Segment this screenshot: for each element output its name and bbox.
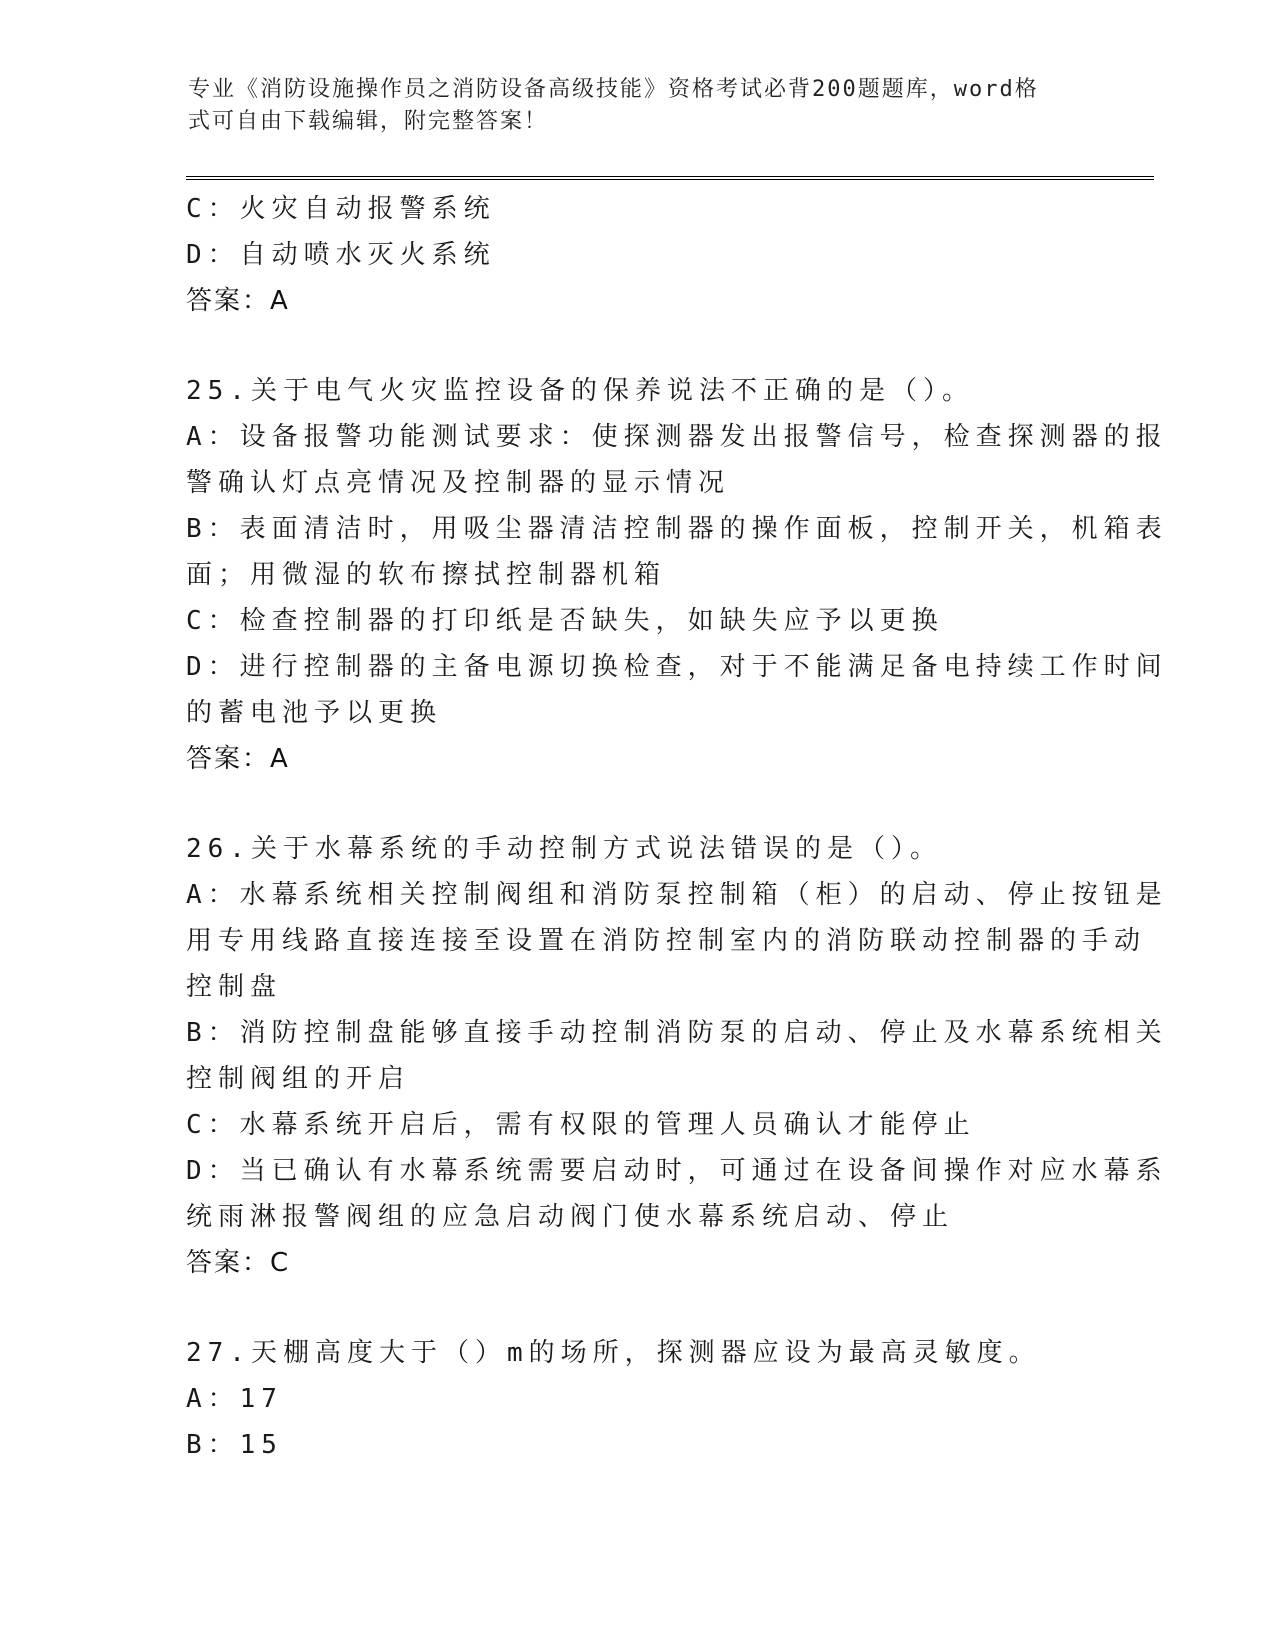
answer-line: 答案：C (186, 1248, 291, 1278)
option-line: 警确认灯点亮情况及控制器的显示情况 (186, 468, 731, 498)
answer-line: 答案：A (186, 286, 290, 316)
question-stem: 25.关于电气火灾监控设备的保养说法不正确的是（）。 (186, 376, 974, 406)
header-line-2: 式可自由下载编辑，附完整答案！ (188, 109, 549, 134)
question-24-continuation (186, 186, 1086, 324)
option-line: C：检查控制器的打印纸是否缺失，如缺失应予以更换 (186, 606, 944, 636)
question-spacer (186, 782, 1086, 826)
question-27 (186, 1330, 1086, 1468)
question-content (186, 186, 1168, 1468)
option-line: B：15 (186, 1430, 283, 1460)
question-spacer (186, 1286, 1086, 1330)
option-line: 用专用线路直接连接至设置在消防控制室内的消防联动控制器的手动 (186, 926, 1147, 956)
question-26 (186, 826, 1168, 1286)
option-line: 的蓄电池予以更换 (186, 698, 443, 728)
option-line: A：17 (186, 1384, 283, 1414)
header-divider (186, 176, 1154, 180)
option-line: 控制盘 (186, 972, 283, 1002)
question-stem: 26.关于水幕系统的手动控制方式说法错误的是（）。 (186, 834, 942, 864)
option-line: 面；用微湿的软布擦拭控制器机箱 (186, 560, 667, 590)
option-line: D：自动喷水灭火系统 (186, 240, 496, 270)
option-line: D：进行控制器的主备电源切换检查，对于不能满足备电持续工作时间 (186, 652, 1168, 682)
option-line: B：表面清洁时，用吸尘器清洁控制器的操作面板，控制开关，机箱表 (186, 514, 1168, 544)
option-line: C：水幕系统开启后，需有权限的管理人员确认才能停止 (186, 1110, 976, 1140)
header-line-1: 专业《消防设施操作员之消防设备高级技能》资格考试必背200题题库，word格 (188, 77, 1039, 102)
question-stem: 27.天棚高度大于（）m的场所，探测器应设为最高灵敏度。 (186, 1338, 1041, 1368)
question-25 (186, 368, 1168, 782)
option-line: 控制阀组的开启 (186, 1064, 411, 1094)
option-line: A：水幕系统相关控制阀组和消防泵控制箱（柜）的启动、停止按钮是 (186, 880, 1168, 910)
option-line: C：火灾自动报警系统 (186, 194, 496, 224)
option-line: 统雨淋报警阀组的应急启动阀门使水幕系统启动、停止 (186, 1202, 955, 1232)
option-line: D：当已确认有水幕系统需要启动时，可通过在设备间操作对应水幕系 (186, 1156, 1168, 1186)
question-spacer (186, 324, 1086, 368)
document-header (188, 74, 1068, 138)
answer-line: 答案：A (186, 744, 290, 774)
option-line: A：设备报警功能测试要求：使探测器发出报警信号，检查探测器的报 (186, 422, 1168, 452)
option-line: B：消防控制盘能够直接手动控制消防泵的启动、停止及水幕系统相关 (186, 1018, 1168, 1048)
